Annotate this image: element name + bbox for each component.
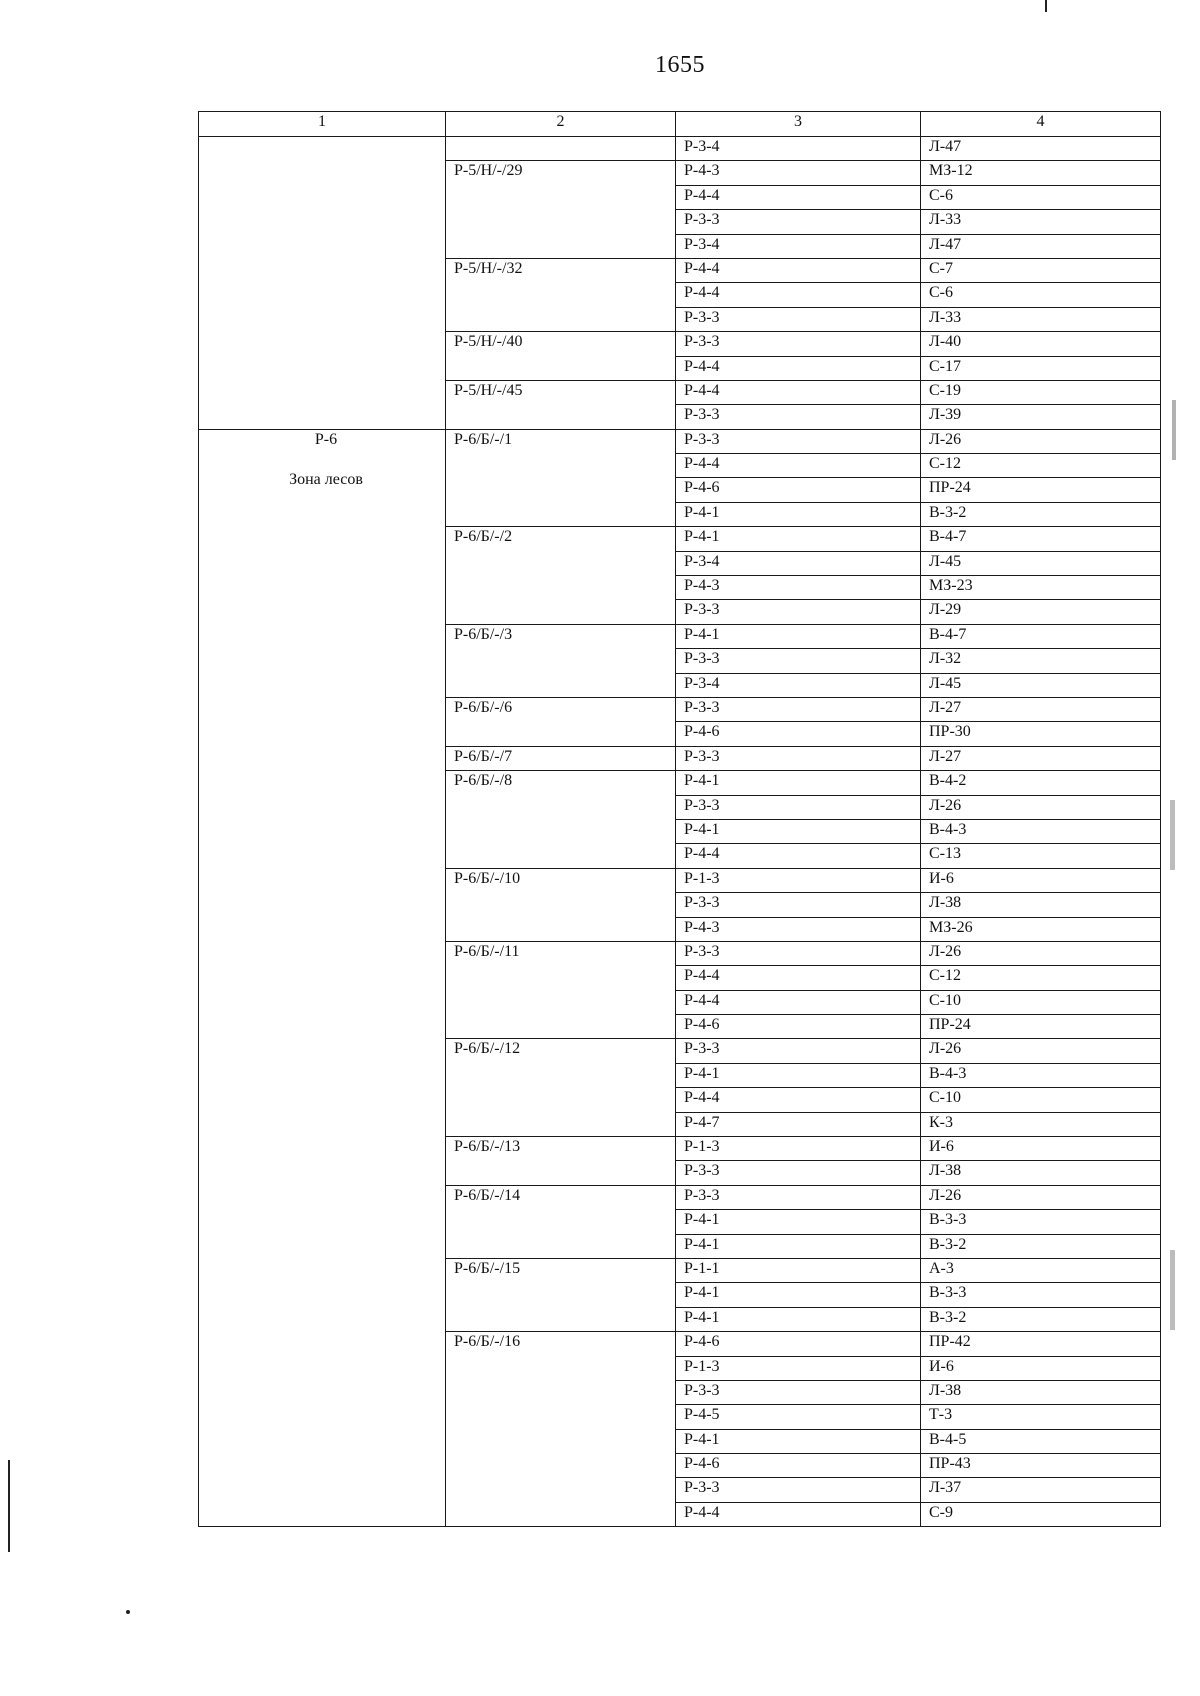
column-3-cell: Р-3-3: [676, 429, 921, 453]
scan-mark: [8, 1460, 10, 1552]
column-4-cell: В-3-2: [921, 502, 1161, 526]
subzone-code-cell: [446, 137, 676, 161]
column-4-cell: Л-47: [921, 234, 1161, 258]
column-3-cell: Р-4-4: [676, 185, 921, 209]
column-4-cell: МЗ-26: [921, 917, 1161, 941]
column-4-cell: Л-29: [921, 600, 1161, 624]
subzone-code-cell: Р-6/Б/-/11: [446, 941, 676, 1039]
subzone-code-cell: Р-6/Б/-/2: [446, 527, 676, 625]
column-4-cell: В-3-3: [921, 1210, 1161, 1234]
subzone-code-cell: Р-6/Б/-/8: [446, 771, 676, 869]
subzone-code-cell: Р-5/Н/-/45: [446, 380, 676, 429]
column-4-cell: С-12: [921, 454, 1161, 478]
column-3-cell: Р-4-1: [676, 819, 921, 843]
zone-code: Р-6: [314, 430, 338, 448]
column-3-cell: Р-3-3: [676, 893, 921, 917]
column-3-cell: Р-3-3: [676, 210, 921, 234]
column-3-cell: Р-3-4: [676, 234, 921, 258]
column-4-cell: Л-33: [921, 210, 1161, 234]
column-3-cell: Р-4-1: [676, 1283, 921, 1307]
column-4-cell: Л-38: [921, 893, 1161, 917]
column-3-cell: Р-4-3: [676, 161, 921, 185]
column-3-cell: Р-4-5: [676, 1405, 921, 1429]
column-3-cell: Р-3-3: [676, 697, 921, 721]
column-4-cell: МЗ-23: [921, 576, 1161, 600]
column-3-cell: Р-4-7: [676, 1112, 921, 1136]
scan-mark: [1045, 0, 1047, 12]
column-3-cell: Р-3-3: [676, 1380, 921, 1404]
column-3-cell: Р-4-4: [676, 990, 921, 1014]
column-4-cell: С-19: [921, 380, 1161, 404]
column-3-cell: Р-4-6: [676, 1015, 921, 1039]
column-header-2: 2: [446, 112, 676, 137]
column-3-cell: Р-4-1: [676, 1210, 921, 1234]
column-3-cell: Р-3-3: [676, 746, 921, 770]
column-4-cell: Л-37: [921, 1478, 1161, 1502]
column-3-cell: Р-4-6: [676, 478, 921, 502]
column-4-cell: Л-27: [921, 697, 1161, 721]
subzone-code-cell: Р-6/Б/-/6: [446, 697, 676, 746]
column-4-cell: С-10: [921, 1088, 1161, 1112]
column-3-cell: Р-3-3: [676, 405, 921, 429]
subzone-code-cell: Р-5/Н/-/32: [446, 258, 676, 331]
column-4-cell: ПР-42: [921, 1332, 1161, 1356]
column-4-cell: В-4-5: [921, 1429, 1161, 1453]
column-4-cell: Л-26: [921, 1185, 1161, 1209]
page-number: 1655: [655, 52, 705, 78]
column-4-cell: В-4-3: [921, 819, 1161, 843]
column-4-cell: МЗ-12: [921, 161, 1161, 185]
column-3-cell: Р-3-3: [676, 1185, 921, 1209]
column-3-cell: Р-4-1: [676, 527, 921, 551]
column-4-cell: С-12: [921, 966, 1161, 990]
column-3-cell: Р-3-3: [676, 307, 921, 331]
classification-table: [198, 111, 1161, 1527]
column-header-1: 1: [199, 112, 446, 137]
column-3-cell: Р-4-1: [676, 502, 921, 526]
column-3-cell: Р-3-3: [676, 1039, 921, 1063]
subzone-code-cell: Р-6/Б/-/7: [446, 746, 676, 770]
column-3-cell: Р-3-4: [676, 137, 921, 161]
column-4-cell: В-4-7: [921, 624, 1161, 648]
column-3-cell: Р-4-1: [676, 1234, 921, 1258]
column-3-cell: Р-4-4: [676, 454, 921, 478]
subzone-code-cell: Р-6/Б/-/3: [446, 624, 676, 697]
column-3-cell: Р-3-3: [676, 795, 921, 819]
subzone-code-cell: Р-5/Н/-/29: [446, 161, 676, 259]
column-3-cell: Р-3-3: [676, 332, 921, 356]
column-4-cell: Л-39: [921, 405, 1161, 429]
column-4-cell: Т-3: [921, 1405, 1161, 1429]
column-3-cell: Р-3-4: [676, 551, 921, 575]
column-4-cell: Л-27: [921, 746, 1161, 770]
column-3-cell: Р-4-4: [676, 258, 921, 282]
column-3-cell: Р-4-6: [676, 1332, 921, 1356]
subzone-code-cell: Р-6/Б/-/1: [446, 429, 676, 527]
column-4-cell: В-3-2: [921, 1307, 1161, 1331]
column-4-cell: С-10: [921, 990, 1161, 1014]
column-3-cell: Р-4-4: [676, 966, 921, 990]
column-4-cell: ПР-43: [921, 1454, 1161, 1478]
column-4-cell: Л-45: [921, 551, 1161, 575]
column-4-cell: Л-47: [921, 137, 1161, 161]
column-3-cell: Р-4-3: [676, 917, 921, 941]
column-4-cell: ПР-24: [921, 478, 1161, 502]
header-row: [199, 112, 1161, 137]
column-4-cell: Л-45: [921, 673, 1161, 697]
column-4-cell: В-4-7: [921, 527, 1161, 551]
scan-mark: [126, 1610, 130, 1614]
column-4-cell: Л-32: [921, 649, 1161, 673]
column-3-cell: Р-1-3: [676, 1356, 921, 1380]
column-4-cell: С-6: [921, 283, 1161, 307]
subzone-code-cell: Р-6/Б/-/10: [446, 868, 676, 941]
column-3-cell: Р-4-1: [676, 771, 921, 795]
column-4-cell: ПР-24: [921, 1015, 1161, 1039]
column-4-cell: В-4-3: [921, 1063, 1161, 1087]
column-4-cell: Л-26: [921, 941, 1161, 965]
column-3-cell: Р-4-1: [676, 624, 921, 648]
column-4-cell: Л-33: [921, 307, 1161, 331]
table-body: [199, 137, 1161, 1527]
column-header-3: 3: [676, 112, 921, 137]
column-3-cell: Р-4-6: [676, 1454, 921, 1478]
column-4-cell: К-3: [921, 1112, 1161, 1136]
column-4-cell: И-6: [921, 1137, 1161, 1161]
subzone-code-cell: Р-6/Б/-/15: [446, 1258, 676, 1331]
column-4-cell: С-6: [921, 185, 1161, 209]
subzone-code-cell: Р-6/Б/-/14: [446, 1185, 676, 1258]
column-3-cell: Р-4-4: [676, 356, 921, 380]
column-4-cell: И-6: [921, 1356, 1161, 1380]
column-3-cell: Р-4-4: [676, 1502, 921, 1526]
zone-name: Зона лесов: [289, 470, 363, 488]
table-header: [199, 112, 1161, 137]
column-4-cell: И-6: [921, 868, 1161, 892]
column-4-cell: С-7: [921, 258, 1161, 282]
column-4-cell: Л-26: [921, 429, 1161, 453]
column-3-cell: Р-4-6: [676, 722, 921, 746]
column-3-cell: Р-4-1: [676, 1307, 921, 1331]
column-3-cell: Р-3-3: [676, 1161, 921, 1185]
column-4-cell: В-4-2: [921, 771, 1161, 795]
column-3-cell: Р-3-3: [676, 600, 921, 624]
subzone-code-cell: Р-6/Б/-/12: [446, 1039, 676, 1137]
zone-cell: [199, 429, 446, 1527]
subzone-code-cell: Р-6/Б/-/16: [446, 1332, 676, 1527]
column-4-cell: Л-38: [921, 1161, 1161, 1185]
column-4-cell: В-3-2: [921, 1234, 1161, 1258]
column-header-4: 4: [921, 112, 1161, 137]
column-3-cell: Р-1-3: [676, 1137, 921, 1161]
column-3-cell: Р-3-4: [676, 673, 921, 697]
column-4-cell: В-3-3: [921, 1283, 1161, 1307]
column-4-cell: С-17: [921, 356, 1161, 380]
column-4-cell: Л-26: [921, 1039, 1161, 1063]
column-3-cell: Р-4-4: [676, 844, 921, 868]
column-3-cell: Р-3-3: [676, 649, 921, 673]
column-3-cell: Р-4-1: [676, 1429, 921, 1453]
column-4-cell: ПР-30: [921, 722, 1161, 746]
subzone-code-cell: Р-5/Н/-/40: [446, 332, 676, 381]
subzone-code-cell: Р-6/Б/-/13: [446, 1137, 676, 1186]
column-3-cell: Р-4-4: [676, 283, 921, 307]
column-3-cell: Р-4-1: [676, 1063, 921, 1087]
scan-mark: [1172, 400, 1176, 460]
column-4-cell: С-9: [921, 1502, 1161, 1526]
column-3-cell: Р-4-4: [676, 1088, 921, 1112]
column-4-cell: С-13: [921, 844, 1161, 868]
column-3-cell: Р-1-1: [676, 1258, 921, 1282]
table-row: [199, 137, 1161, 161]
scan-mark: [1170, 1250, 1175, 1330]
column-3-cell: Р-1-3: [676, 868, 921, 892]
zone-cell: [199, 137, 446, 430]
column-3-cell: Р-4-3: [676, 576, 921, 600]
scan-mark: [1170, 800, 1175, 870]
column-3-cell: Р-3-3: [676, 941, 921, 965]
column-3-cell: Р-3-3: [676, 1478, 921, 1502]
column-4-cell: Л-40: [921, 332, 1161, 356]
table-row: [199, 429, 1161, 453]
column-3-cell: Р-4-4: [676, 380, 921, 404]
column-4-cell: А-3: [921, 1258, 1161, 1282]
column-4-cell: Л-26: [921, 795, 1161, 819]
column-4-cell: Л-38: [921, 1380, 1161, 1404]
